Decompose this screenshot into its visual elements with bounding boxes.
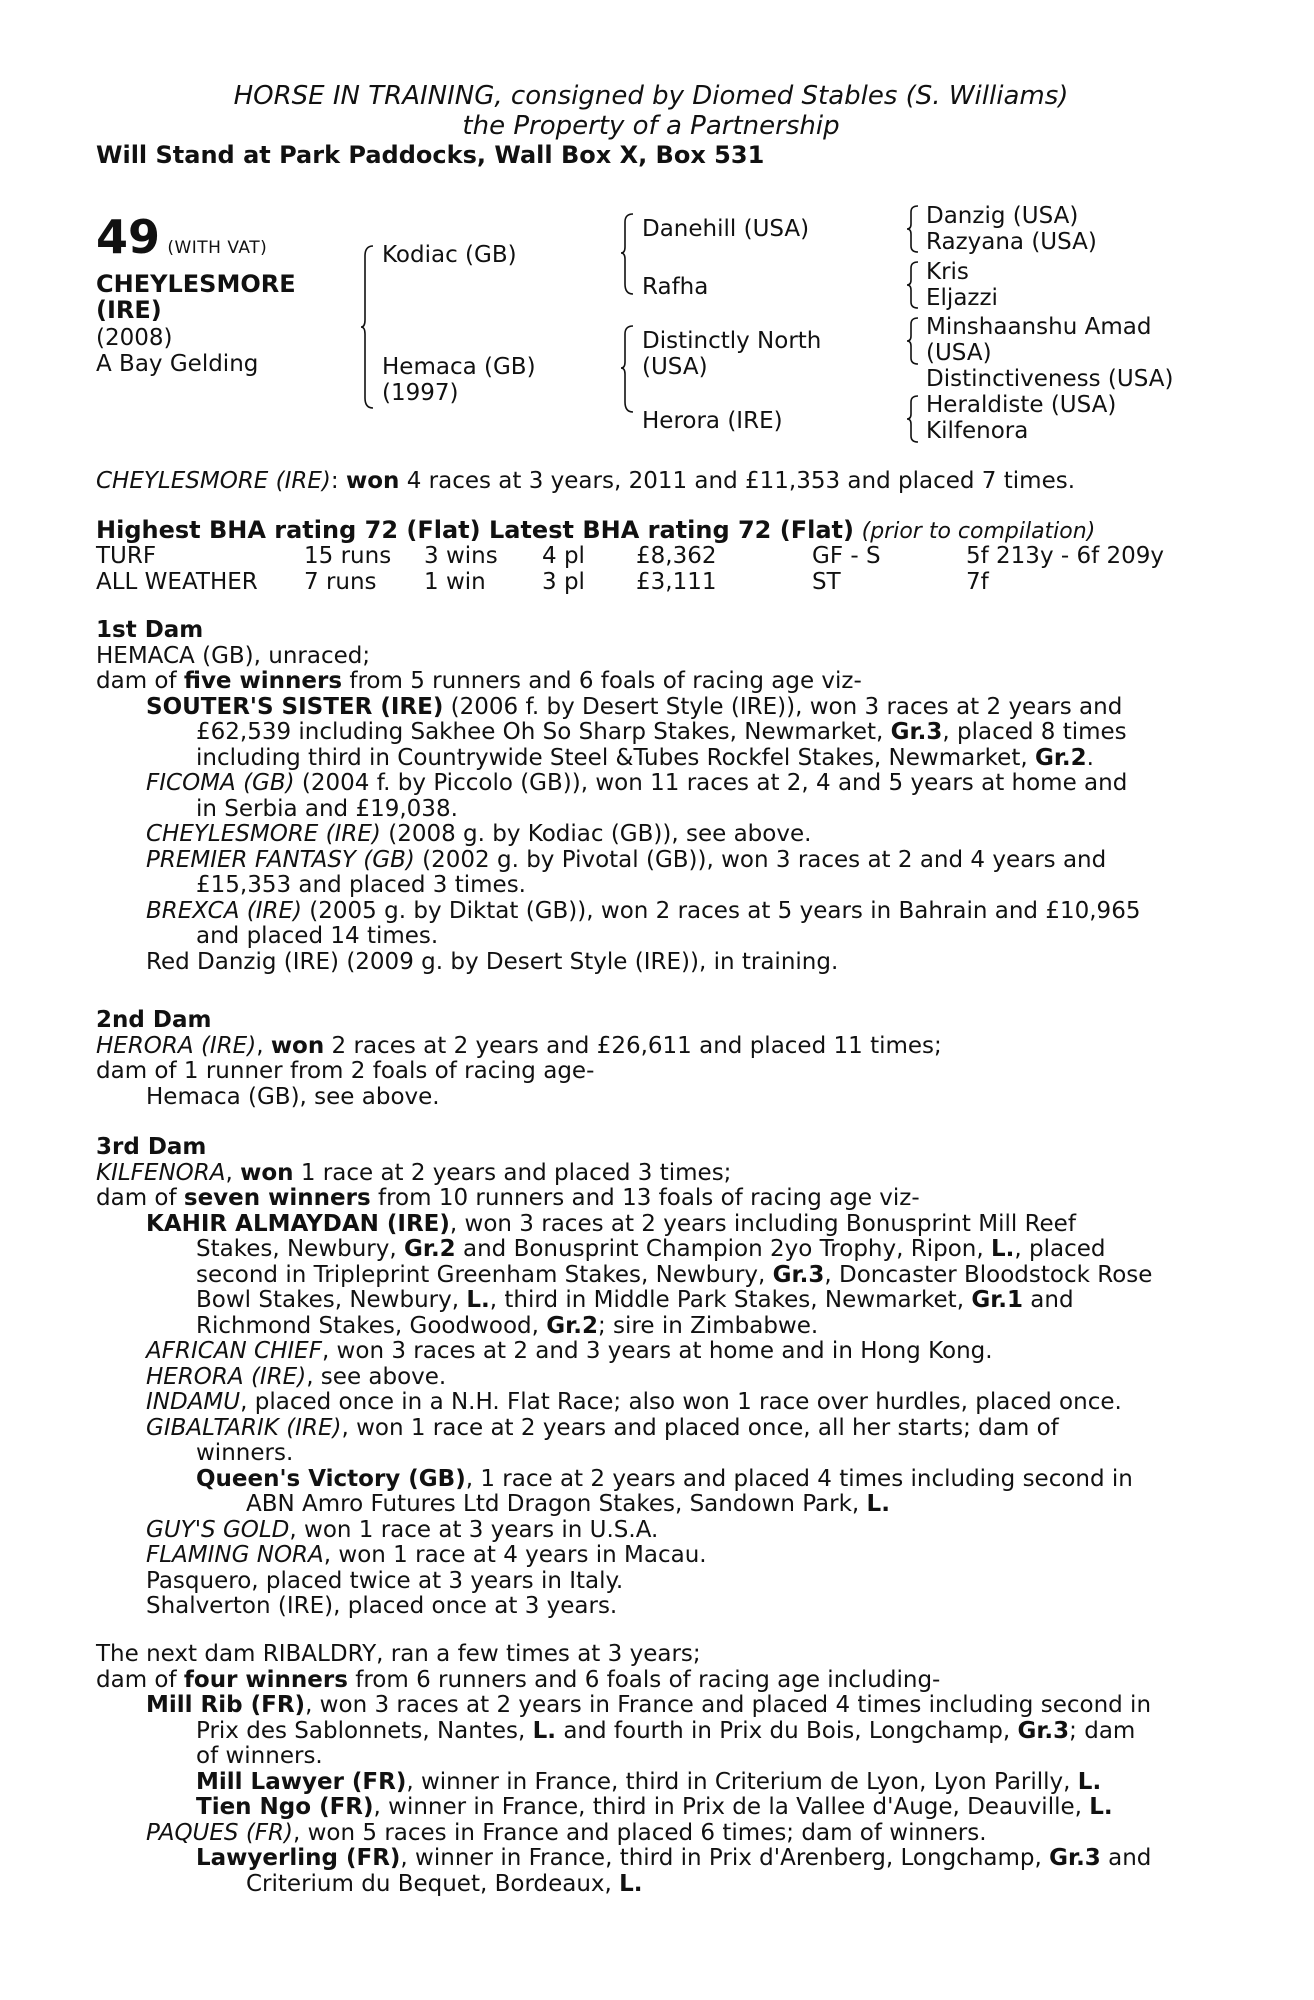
dam-line: KILFENORA, won 1 race at 2 years and placed 3 times; <box>96 1159 732 1186</box>
pedigree-bracket-dam <box>620 324 636 414</box>
produce-entry: Mill Rib (FR), won 3 races at 2 years in France and placed 4 times including second in <box>146 1692 1152 1718</box>
dam-sire-line2: (USA) <box>642 354 708 380</box>
granddam-line-g2: Razyana (USA) <box>926 229 1097 255</box>
horse-name-line1: CHEYLESMORE <box>96 270 296 298</box>
produce-entry: PREMIER FANTASY (GB) (2002 g. by Pivotal (GB)), won 3 races at 2 and 4 years and <box>146 846 1107 873</box>
second-dam-section <box>96 1008 1206 1110</box>
produce-entry-cont: and placed 14 times. <box>196 923 439 949</box>
third-dam-section <box>96 1135 1206 1620</box>
produce-entry: BREXCA (IRE) (2005 g. by Diktat (GB)), won 2 races at 5 years in Bahrain and £10,965 <box>146 897 1141 924</box>
cell-distance: 7f <box>966 568 989 595</box>
bracket-g7 <box>906 394 920 444</box>
rating-heading-text: Highest BHA rating 72 (Flat) Latest BHA rating 72 (Flat) <box>96 516 854 544</box>
granddam-line-g3: Kris <box>926 259 969 285</box>
summary-won: won <box>345 468 400 494</box>
produce-entry-cont: £15,353 and placed 3 times. <box>196 872 526 898</box>
produce-entry-cont: winners. <box>196 1440 294 1466</box>
granddam-line-g4: Eljazzi <box>926 285 998 311</box>
produce-sub-entry: Lawyerling (FR), winner in France, third in Prix d'Arenberg, Longchamp, Gr.3 and <box>196 1845 1152 1871</box>
summary-rest: 4 races at 3 years, 2011 and £11,353 and placed 7 times. <box>399 468 1076 494</box>
section-heading: 1st Dam <box>96 617 204 643</box>
cell-runs: 15 runs <box>304 543 392 569</box>
cell-wins: 3 wins <box>424 543 498 569</box>
bracket-g1 <box>906 204 920 254</box>
granddam-line-g7: Heraldiste (USA) <box>926 392 1117 418</box>
next-dam-section <box>96 1642 1206 1897</box>
dam-produce-intro: dam of four winners from 6 runners and 6 foals of racing age including- <box>96 1666 941 1693</box>
produce-entry: HERORA (IRE), see above. <box>146 1363 447 1390</box>
stand-location: Will Stand at Park Paddocks, Wall Box X, Box 531 <box>96 141 765 169</box>
produce-entry-cont: in Serbia and £19,038. <box>196 795 458 822</box>
cell-prize-money: £3,111 <box>636 568 717 595</box>
dam-produce-intro: dam of 1 runner from 2 foals of racing age- <box>96 1058 595 1084</box>
cell-going: GF - S <box>812 543 881 569</box>
produce-entry: PAQUES (FR), won 5 races in France and placed 6 times; dam of winners. <box>146 1819 987 1846</box>
section-heading: 3rd Dam <box>96 1134 207 1160</box>
first-dam-section <box>96 618 1206 975</box>
dam-line: HEMACA (GB), unraced; <box>96 642 371 669</box>
cell-surface: TURF <box>96 543 157 569</box>
rating-note: (prior to compilation) <box>861 519 1096 544</box>
produce-entry: Shalverton (IRE), placed once at 3 years. <box>146 1593 618 1619</box>
dam-produce-intro: dam of seven winners from 10 runners and 13 foals of racing age viz- <box>96 1185 920 1211</box>
consignment-title: HORSE IN TRAINING, consigned by Diomed Stables (S. Williams) <box>233 81 1069 111</box>
produce-entry: Hemaca (GB), see above. <box>146 1083 440 1110</box>
produce-entry-cont: Criterium du Bequet, Bordeaux, L. <box>246 1870 643 1897</box>
race-record-table <box>96 544 1164 595</box>
cell-placed: 3 pl <box>542 568 585 595</box>
produce-entry: INDAMU, placed once in a N.H. Flat Race; also won 1 race over hurdles, placed once. <box>146 1389 1122 1415</box>
lot-number: 49 <box>96 210 161 264</box>
dam-year: (1997) <box>382 380 459 406</box>
produce-entry: GIBALTARIK (IRE), won 1 race at 2 years and placed once, all her starts; dam of <box>146 1414 1059 1441</box>
pedigree-bracket-main <box>360 244 376 410</box>
lot-number-row <box>96 210 268 264</box>
granddam-line-g8: Kilfenora <box>926 418 1029 444</box>
bracket-g3 <box>906 260 920 310</box>
produce-entry: KAHIR ALMAYDAN (IRE), won 3 races at 2 years including Bonusprint Mill Reef <box>146 1210 1076 1237</box>
produce-entry-cont: including third in Countrywide Steel &Tubes Rockfel Stakes, Newmarket, Gr.2. <box>196 744 1094 771</box>
summary-colon: : <box>330 468 346 494</box>
vat-note: (WITH VAT) <box>167 238 268 258</box>
foaling-year: (2008) <box>96 325 173 351</box>
table-row <box>96 544 1164 570</box>
dam-line: HERORA (IRE), won 2 races at 2 years and £26,611 and placed 11 times; <box>96 1032 942 1059</box>
bha-rating-heading <box>96 518 1095 545</box>
produce-entry: SOUTER'S SISTER (IRE) (2006 f. by Desert Style (IRE)), won 3 races at 2 years and <box>146 693 1123 720</box>
pedigree-bracket-sire <box>620 212 636 296</box>
produce-entry: CHEYLESMORE (IRE) (2008 g. by Kodiac (GB)), see above. <box>146 821 812 847</box>
cell-runs: 7 runs <box>304 568 377 595</box>
sire-sire: Danehill (USA) <box>642 216 810 242</box>
dam-name: Hemaca (GB) <box>382 354 536 380</box>
cell-prize-money: £8,362 <box>636 543 717 569</box>
sire-dam: Rafha <box>642 274 709 300</box>
produce-entry-cont: £62,539 including Sakhee Oh So Sharp Stakes, Newmarket, Gr.3, placed 8 times <box>196 719 1127 745</box>
dam-produce-intro: dam of five winners from 5 runners and 6 foals of racing age viz- <box>96 668 862 694</box>
cell-going: ST <box>812 568 841 595</box>
bracket-g5 <box>906 316 920 366</box>
dam-dam: Herora (IRE) <box>642 408 783 434</box>
produce-sub-entry: Mill Lawyer (FR), winner in France, third in Criterium de Lyon, Lyon Parilly, L. <box>196 1768 1102 1795</box>
cell-surface: ALL WEATHER <box>96 568 258 595</box>
produce-entry: FICOMA (GB) (2004 f. by Piccolo (GB)), won 11 races at 2, 4 and 5 years at home and <box>146 770 1128 796</box>
produce-sub-entry: Tien Ngo (FR), winner in France, third in Prix de la Vallee d'Auge, Deauville, L. <box>196 1794 1113 1820</box>
granddam-line-g5b: (USA) <box>926 340 992 366</box>
section-heading: 2nd Dam <box>96 1007 212 1033</box>
race-summary <box>96 469 1075 495</box>
summary-horse-name: CHEYLESMORE (IRE) <box>96 468 331 494</box>
granddam-line-g1: Danzig (USA) <box>926 203 1079 229</box>
produce-sub-entry: Queen's Victory (GB), 1 race at 2 years and placed 4 times including second in <box>196 1465 1133 1492</box>
produce-entry-cont: Stakes, Newbury, Gr.2 and Bonusprint Champion 2yo Trophy, Ripon, L., placed <box>196 1236 1106 1262</box>
granddam-line-g6: Distinctiveness (USA) <box>926 366 1174 392</box>
produce-entry: Pasquero, placed twice at 3 years in Italy. <box>146 1567 624 1594</box>
granddam-line-g5a: Minshaanshu Amad <box>926 314 1152 340</box>
dam-line: The next dam RIBALDRY, ran a few times at 3 years; <box>96 1641 701 1667</box>
produce-entry: FLAMING NORA, won 1 race at 4 years in Macau. <box>146 1542 707 1568</box>
dam-sire-line1: Distinctly North <box>642 328 822 354</box>
produce-entry: Red Danzig (IRE) (2009 g. by Desert Style (IRE)), in training. <box>146 948 839 975</box>
table-row <box>96 570 1164 596</box>
produce-entry-cont: of winners. <box>196 1743 323 1769</box>
cell-wins: 1 win <box>424 568 486 595</box>
horse-name-line2: (IRE) <box>96 296 162 324</box>
produce-entry-cont: Richmond Stakes, Goodwood, Gr.2; sire in Zimbabwe. <box>196 1312 819 1339</box>
cell-distance: 5f 213y - 6f 209y <box>966 543 1165 569</box>
produce-entry-cont: Bowl Stakes, Newbury, L., third in Middle Park Stakes, Newmarket, Gr.1 and <box>196 1287 1074 1313</box>
cell-placed: 4 pl <box>542 543 585 569</box>
produce-entry: GUY'S GOLD, won 1 race at 3 years in U.S.A. <box>146 1516 659 1543</box>
sire-name: Kodiac (GB) <box>382 242 517 268</box>
produce-entry: AFRICAN CHIEF, won 3 races at 2 and 3 years at home and in Hong Kong. <box>146 1338 993 1364</box>
produce-entry-cont: ABN Amro Futures Ltd Dragon Stakes, Sandown Park, L. <box>246 1491 890 1517</box>
produce-entry-cont: second in Tripleprint Greenham Stakes, Newbury, Gr.3, Doncaster Bloodstock Rose <box>196 1261 1153 1288</box>
horse-description: A Bay Gelding <box>96 351 259 377</box>
produce-entry-cont: Prix des Sablonnets, Nantes, L. and fourth in Prix du Bois, Longchamp, Gr.3; dam <box>196 1717 1136 1744</box>
property-subtitle: the Property of a Partnership <box>462 111 840 141</box>
